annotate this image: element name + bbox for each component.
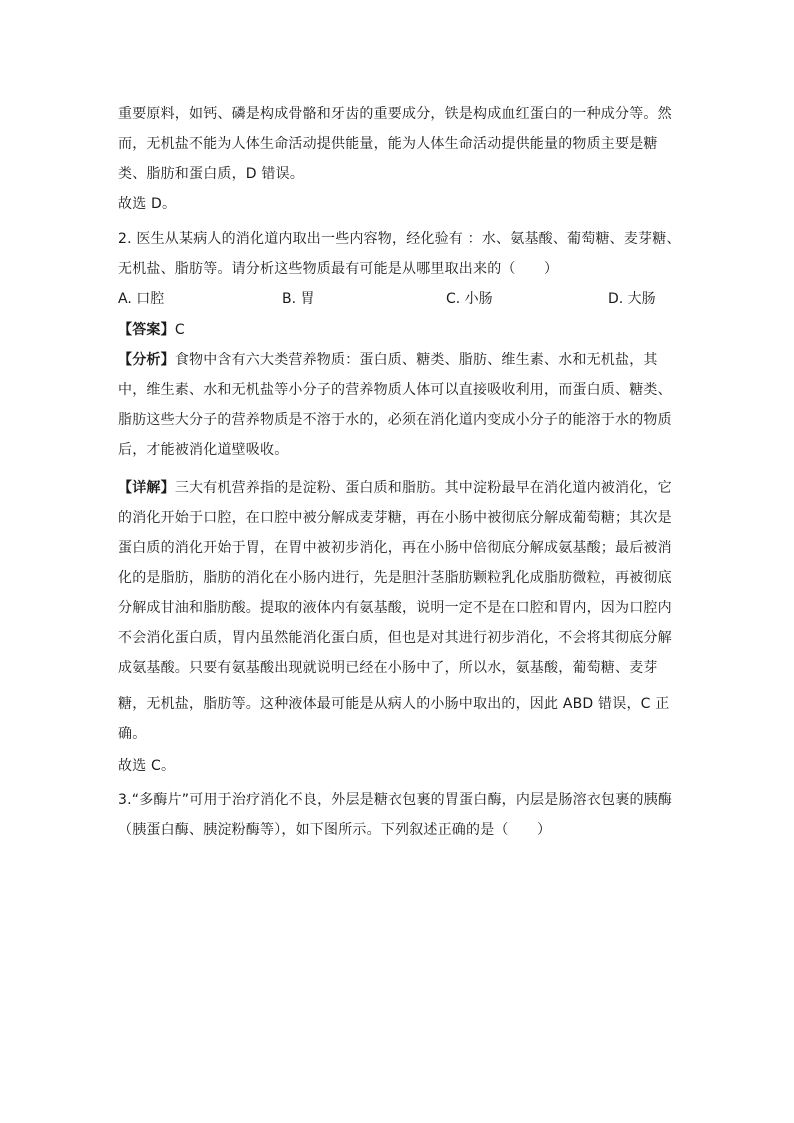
q2-analysis-line-1 — [118, 350, 658, 370]
q2-detail-line-7: 成氨基酸。只要有氨基酸出现就说明已经在小肠中了，所以水，氨基酸，葡萄糖、麦芽 — [118, 660, 658, 676]
q2-option-b: B. 胃 — [282, 291, 315, 307]
q2-option-a: A. 口腔 — [118, 291, 165, 307]
analysis-text-1: 食物中含有六大类营养物质：蛋白质、糖类、脂肪、维生素、水和无机盐，其 — [174, 352, 658, 368]
q2-detail-line-2: 的消化开始于口腔，在口腔中被分解成麦芽糖，再在小肠中被彻底分解成葡萄糖；其次是 — [118, 510, 672, 526]
q2-analysis-line-2: 中，维生素、水和无机盐等小分子的营养物质人体可以直接吸收利用，而蛋白质、糖类、 — [118, 382, 672, 398]
q2-detail-line-3: 蛋白质的消化开始于胃，在胃中被初步消化，再在小肠中倍彻底分解成氨基酸；最后被消 — [118, 540, 672, 556]
q1-explanation-line-3: 类、脂肪和蛋白质，D 错误。 — [118, 166, 305, 182]
q3-stem-line-2: （胰蛋白酶、胰淀粉酶等），如下图所示。下列叙述正确的是（ ） — [118, 822, 552, 838]
q1-explanation-line-2: 而，无机盐不能为人体生命活动提供能量，能为人体生命活动提供能量的物质主要是糖 — [118, 136, 658, 152]
q2-option-d: D. 大肠 — [608, 291, 656, 307]
q2-detail-line-5: 分解成甘油和脂肪酸。提取的液体内有氨基酸，说明一定不是在口腔和胃内，因为口腔内 — [118, 600, 672, 616]
answer-value: C — [174, 322, 185, 338]
q1-conclusion: 故选 D。 — [118, 196, 177, 212]
detail-tag: 【详解】 — [118, 480, 175, 496]
q2-detail-line-9: 确。 — [118, 726, 147, 742]
q2-option-c: C. 小肠 — [446, 291, 493, 307]
q1-explanation-line-1: 重要原料，如钙、磷是构成骨骼和牙齿的重要成分，铁是构成血红蛋白的一种成分等。然 — [118, 106, 672, 122]
q2-answer — [118, 320, 185, 340]
q2-detail-line-6: 不会消化蛋白质，胃内虽然能消化蛋白质，但也是对其进行初步消化，不会将其彻底分解 — [118, 630, 672, 646]
q2-stem-line-1: 2. 医生从某病人的消化道内取出一些内容物，经化验有 ：水、氨基酸、葡萄糖、麦芽糖、 — [118, 231, 681, 247]
q2-analysis-line-4: 后，才能被消化道壁吸收。 — [118, 442, 289, 458]
analysis-tag: 【分析】 — [118, 352, 175, 368]
answer-tag: 【答案】 — [118, 322, 175, 338]
q3-stem-line-1: 3.“多酶片”可用于治疗消化不良，外层是糖衣包裹的胃蛋白酶，内层是肠溶衣包裹的胰酶 — [118, 792, 673, 808]
q2-detail-line-1 — [118, 478, 672, 498]
detail-text-1: 三大有机营养指的是淀粉、蛋白质和脂肪。其中淀粉最早在消化道内被消化，它 — [174, 480, 672, 496]
q2-stem-line-2: 无机盐、脂肪等。请分析这些物质最有可能是从哪里取出来的（ ） — [118, 261, 559, 277]
q2-conclusion: 故选 C。 — [118, 758, 176, 774]
q2-detail-line-4: 化的是脂肪，脂肪的消化在小肠内进行，先是胆汁茎脂肪颗粒乳化成脂肪微粒，再被彻底 — [118, 570, 672, 586]
q2-analysis-line-3: 脂肪这些大分子的营养物质是不溶于水的，必须在消化道内变成小分子的能溶于水的物质 — [118, 412, 672, 428]
q2-detail-line-8: 糖，无机盐，脂肪等。这种液体最可能是从病人的小肠中取出的，因此 ABD 错误，C 正 — [118, 696, 670, 712]
